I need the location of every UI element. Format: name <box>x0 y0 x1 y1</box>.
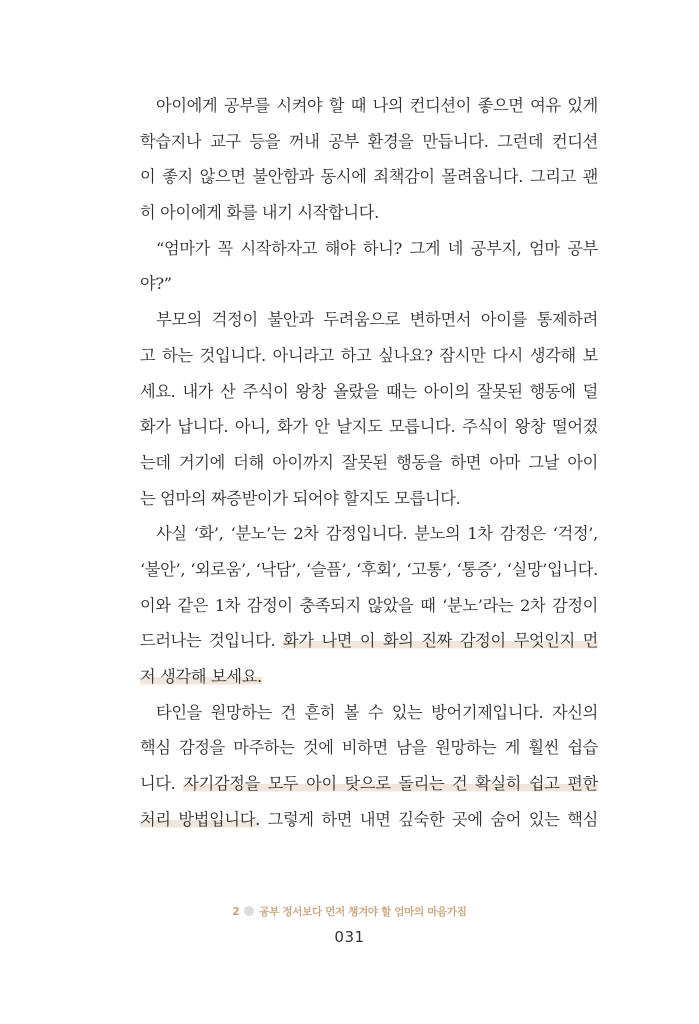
line-text: 는 엄마의 짜증받이가 되어야 할지도 모릅니다. <box>140 488 461 508</box>
text-line <box>140 766 598 802</box>
line-text: 는데 거기에 더해 아이까지 잘못된 행동을 하면 아마 그날 아이 <box>140 452 598 472</box>
highlighted-text: 자기감정을 모두 아이 탓으로 돌리는 건 확실히 쉽고 편한 <box>183 774 598 794</box>
text-line <box>140 659 598 695</box>
line-text: 야?” <box>140 274 172 294</box>
text-line <box>140 231 598 267</box>
line-text: 타인을 원망하는 건 흔히 볼 수 있는 방어기제입니다. 자신의 <box>156 702 598 722</box>
text-line <box>140 516 598 552</box>
body-text <box>140 88 598 837</box>
line-text: 세요. 내가 산 주식이 왕창 올랐을 때는 아이의 잘못된 행동에 덜 <box>140 381 598 401</box>
text-line <box>140 124 598 160</box>
line-text: 이와 같은 1차 감정이 충족되지 않았을 때 ‘분노’라는 2차 감정이 <box>140 595 598 615</box>
text-line <box>140 445 598 481</box>
highlighted-text: 저 생각해 보세요. <box>140 667 262 686</box>
text-line <box>140 695 598 731</box>
separator-dot-icon <box>244 906 254 916</box>
line-text: 학습지나 교구 등을 꺼내 공부 환경을 만듭니다. 그런데 컨디션 <box>140 131 598 151</box>
chapter-number: 2 <box>232 906 240 918</box>
line-text: 고 하는 것입니다. 아니라고 하고 싶나요? 잠시만 다시 생각해 보 <box>140 345 598 365</box>
text-line <box>140 623 598 659</box>
line-text: ‘불안’, ‘외로움’, ‘낙담’, ‘슬픔’, ‘후회’, ‘고통’, ‘통증’, ‘실망’입니다. <box>140 559 598 579</box>
line-text: 이 좋지 않으면 불안함과 동시에 죄책감이 몰려옵니다. 그리고 괜 <box>140 167 598 187</box>
line-text: “엄마가 꼭 시작하자고 해야 하니? 그게 네 공부지, 엄마 공부 <box>156 238 598 258</box>
text-line <box>140 552 598 588</box>
text-line <box>140 802 598 838</box>
running-head <box>0 904 699 919</box>
line-text: 사실 ‘화’, ‘분노’는 2차 감정입니다. 분노의 1차 감정은 ‘걱정’, <box>156 524 598 544</box>
text-line <box>140 195 598 231</box>
line-text: 부모의 걱정이 불안과 두려움으로 변하면서 아이를 통제하려 <box>156 310 598 330</box>
page-number: 031 <box>334 928 365 946</box>
line-text: 화가 납니다. 아니, 화가 안 날지도 모릅니다. 주식이 왕창 떨어졌 <box>140 417 598 437</box>
line-text: 핵심 감정을 마주하는 것에 비하면 남을 원망하는 게 훨씬 쉽습 <box>140 738 598 758</box>
line-text: 드러나는 것입니다. <box>140 631 284 651</box>
line-text: 히 아이에게 화를 내기 시작합니다. <box>140 203 379 223</box>
text-line <box>140 266 598 302</box>
text-line <box>140 481 598 517</box>
text-line <box>140 159 598 195</box>
text-line <box>140 374 598 410</box>
line-text: 아이에게 공부를 시켜야 할 때 나의 컨디션이 좋으면 여유 있게 <box>156 96 598 115</box>
line-text: 니다. <box>140 774 184 794</box>
text-line <box>140 588 598 624</box>
chapter-title: 공부 정서보다 먼저 챙겨야 할 엄마의 마음가짐 <box>259 906 467 918</box>
text-line <box>140 409 598 445</box>
line-text: 그렇게 하면 내면 깊숙한 곳에 숨어 있는 핵심 <box>259 809 598 829</box>
text-line <box>140 88 598 124</box>
highlighted-text: 처리 방법입니다. <box>140 809 260 829</box>
highlighted-text: 화가 나면 이 화의 진짜 감정이 무엇인지 먼 <box>283 631 599 651</box>
text-line <box>140 338 598 374</box>
text-line <box>140 730 598 766</box>
text-line <box>140 302 598 338</box>
